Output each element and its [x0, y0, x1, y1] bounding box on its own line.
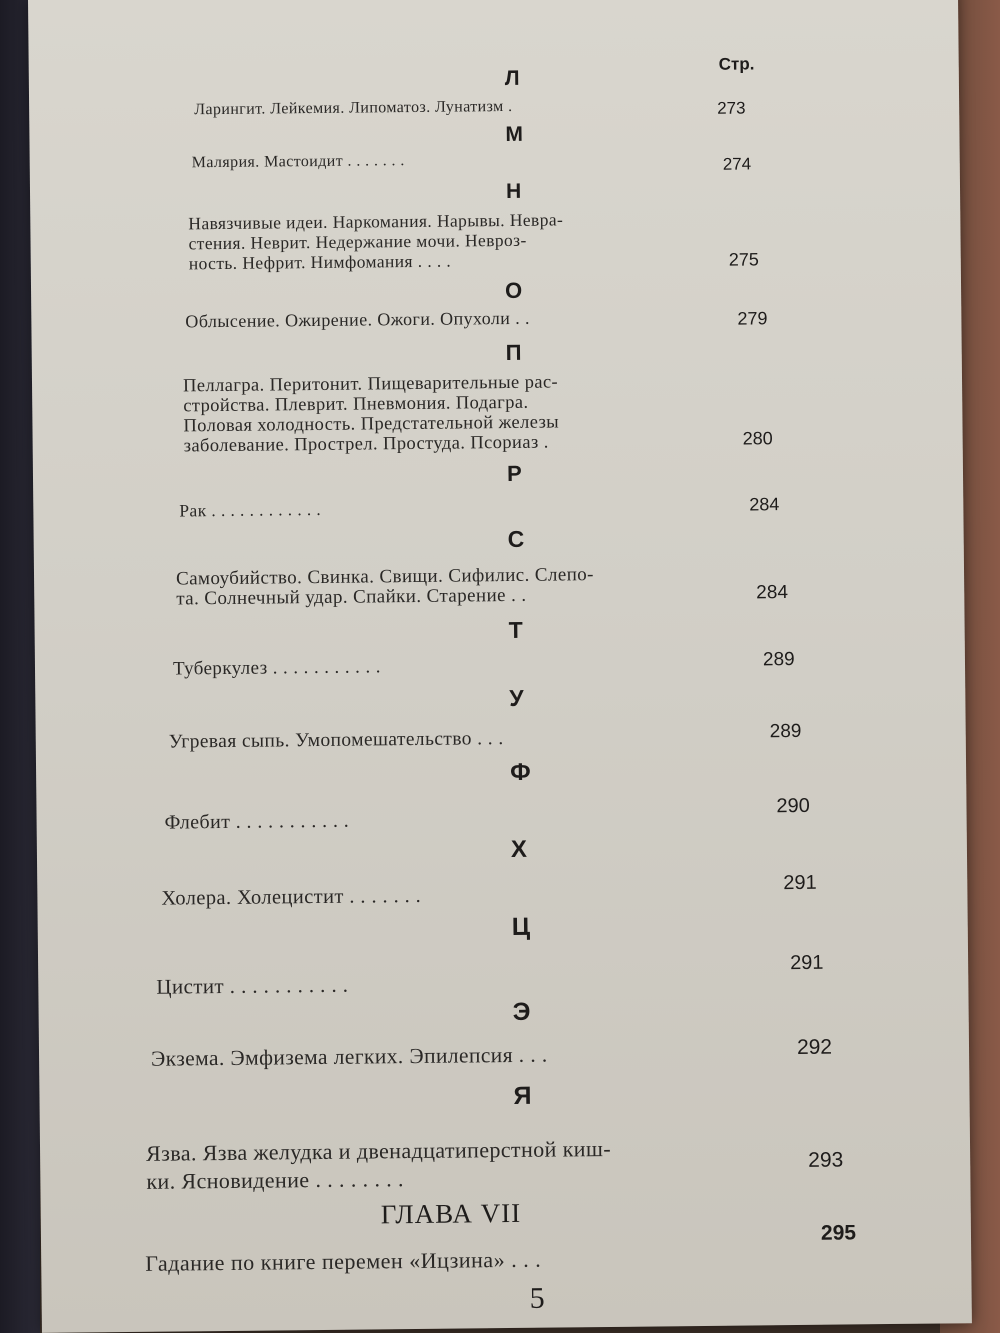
toc-entry-line: Пеллагра. Перитонит. Пищеварительные рас-: [182, 372, 559, 397]
toc-page-number: 284: [756, 582, 789, 604]
toc-entry-line: Язва. Язва желудка и двенадцатиперстной киш-: [145, 1135, 612, 1166]
book-page: [28, 0, 972, 1333]
page-folio: 5: [529, 1281, 545, 1315]
toc-entry-line: ки. Ясновидение . . . . . . . .: [146, 1166, 405, 1194]
section-letter: Х: [510, 835, 528, 863]
toc-entry-line: Холера. Холецистит . . . . . . .: [161, 884, 422, 910]
toc-page-number: 293: [808, 1148, 844, 1172]
section-letter: Ф: [509, 758, 531, 786]
toc-page-number: 291: [783, 871, 817, 895]
toc-entry-line: Экзема. Эмфизема легких. Эпилепсия . . .: [150, 1042, 548, 1071]
toc-entry-line: Половая холодность. Предстательной железы: [183, 412, 560, 437]
toc-page-number: 273: [717, 98, 746, 118]
section-letter: Н: [505, 179, 522, 204]
chapter-title: ГЛАВА VII: [380, 1197, 522, 1230]
toc-page-number: 279: [737, 308, 768, 329]
toc-entry-line: Туберкулез . . . . . . . . . . .: [172, 656, 381, 680]
toc-entry-line: Угревая сыпь. Умопомешательство . . .: [168, 728, 504, 753]
section-letter: С: [507, 525, 525, 553]
toc-entry-line: стройства. Плеврит. Пневмония. Подагра.: [183, 392, 529, 417]
section-letter: Р: [506, 460, 522, 487]
toc-entry-line: Цистит . . . . . . . . . . .: [156, 972, 349, 999]
page-column-header: Стр.: [718, 54, 755, 74]
chapter-page-number: 295: [820, 1221, 857, 1245]
toc-page-number: 280: [742, 428, 773, 449]
toc-entry-line: Рак . . . . . . . . . . . .: [179, 498, 322, 521]
toc-entry-line: Ларингит. Лейкемия. Липоматоз. Лунатизм .: [194, 97, 513, 119]
section-letter: О: [504, 277, 523, 304]
toc-entry-line: Навязчивые идеи. Наркомания. Нарывы. Невра-: [188, 209, 564, 234]
toc-page-number: 292: [796, 1035, 833, 1060]
toc-entry-line: ность. Нефрит. Нимфомания . . . .: [188, 250, 452, 274]
section-letter: Э: [512, 997, 531, 1026]
section-letter: П: [505, 339, 522, 366]
toc-page-number: 274: [722, 154, 752, 174]
section-letter: Т: [508, 616, 523, 644]
toc-entry-line: та. Солнечный удар. Спайки. Старение . .: [176, 584, 527, 610]
toc-page-number: 275: [728, 249, 759, 270]
toc-entry-line: Облысение. Ожирение. Ожоги. Опухоли . .: [185, 307, 530, 332]
toc-entry-line: Малярия. Мастоидит . . . . . . .: [191, 152, 405, 172]
toc-page-number: 284: [749, 494, 780, 515]
toc-entry-line: Флебит . . . . . . . . . . .: [164, 809, 350, 834]
toc-entry-line: Самоубийство. Свинка. Свищи. Сифилис. Слепо-: [175, 564, 594, 590]
toc-page-number: 289: [769, 720, 802, 743]
section-letter: Ц: [511, 912, 531, 941]
toc-page-number: 289: [762, 649, 795, 671]
section-letter: У: [509, 684, 524, 711]
chapter-entry: Гадание по книге перемен «Ицзина» . . .: [145, 1246, 542, 1276]
section-letter: Я: [513, 1081, 532, 1110]
toc-entry-line: стения. Неврит. Недержание мочи. Невроз-: [188, 229, 527, 254]
toc-entry-line: заболевание. Прострел. Простуда. Псориаз .: [183, 432, 549, 457]
toc-page-number: 290: [776, 794, 810, 818]
section-letter: М: [505, 122, 524, 147]
toc-page-number: 291: [790, 951, 824, 975]
section-letter: Л: [504, 66, 520, 91]
